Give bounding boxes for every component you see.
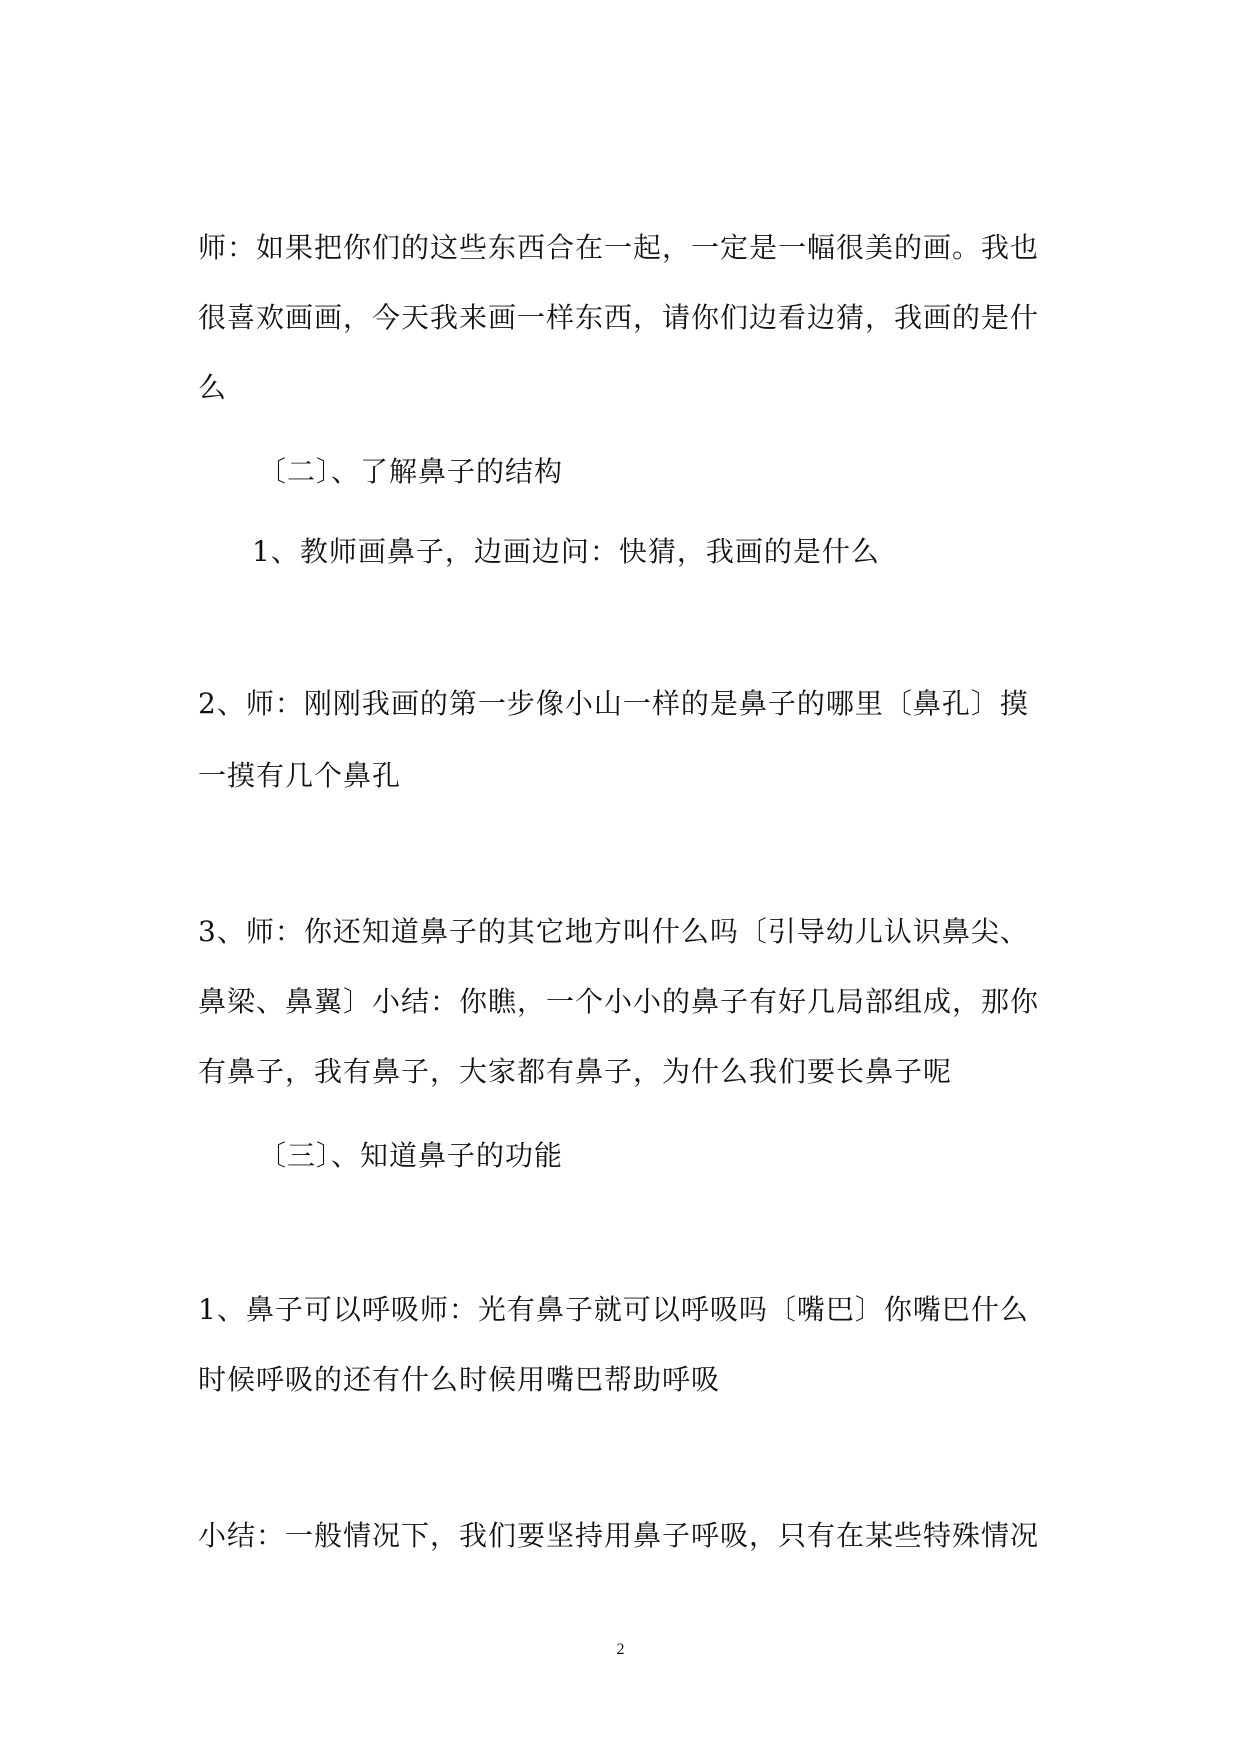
paragraph-line: 很喜欢画画，今天我来画一样东西，请你们边看边猜，我画的是什	[198, 301, 1040, 334]
section-heading: 〔三〕、知道鼻子的功能	[258, 1139, 564, 1172]
paragraph-line: 小结：一般情况下，我们要坚持用鼻子呼吸，只有在某些特殊情况	[198, 1519, 1040, 1552]
paragraph-line: 一摸有几个鼻孔	[198, 759, 402, 792]
paragraph-line: 有鼻子，我有鼻子，大家都有鼻子，为什么我们要长鼻子呢	[198, 1055, 953, 1088]
paragraph-line: 时候呼吸的还有什么时候用嘴巴帮助呼吸	[198, 1363, 721, 1396]
paragraph-line: 师：如果把你们的这些东西合在一起，一定是一幅很美的画。我也	[198, 231, 1040, 264]
paragraph-line: 鼻梁、鼻翼〕小结：你瞧，一个小小的鼻子有好几局部组成，那你	[198, 985, 1040, 1018]
section-heading: 〔二〕、了解鼻子的结构	[258, 455, 564, 488]
page-number: 2	[616, 1641, 625, 1658]
list-item: 3、师：你还知道鼻子的其它地方叫什么吗〔引导幼儿认识鼻尖、	[198, 915, 1029, 948]
paragraph-line: 么	[198, 371, 228, 404]
list-item: 1、教师画鼻子，边画边问：快猜，我画的是什么	[252, 535, 880, 568]
list-item: 2、师：刚刚我画的第一步像小山一样的是鼻子的哪里〔鼻孔〕摸	[198, 687, 1029, 720]
list-item: 1、鼻子可以呼吸师：光有鼻子就可以呼吸吗〔嘴巴〕你嘴巴什么	[198, 1293, 1029, 1326]
